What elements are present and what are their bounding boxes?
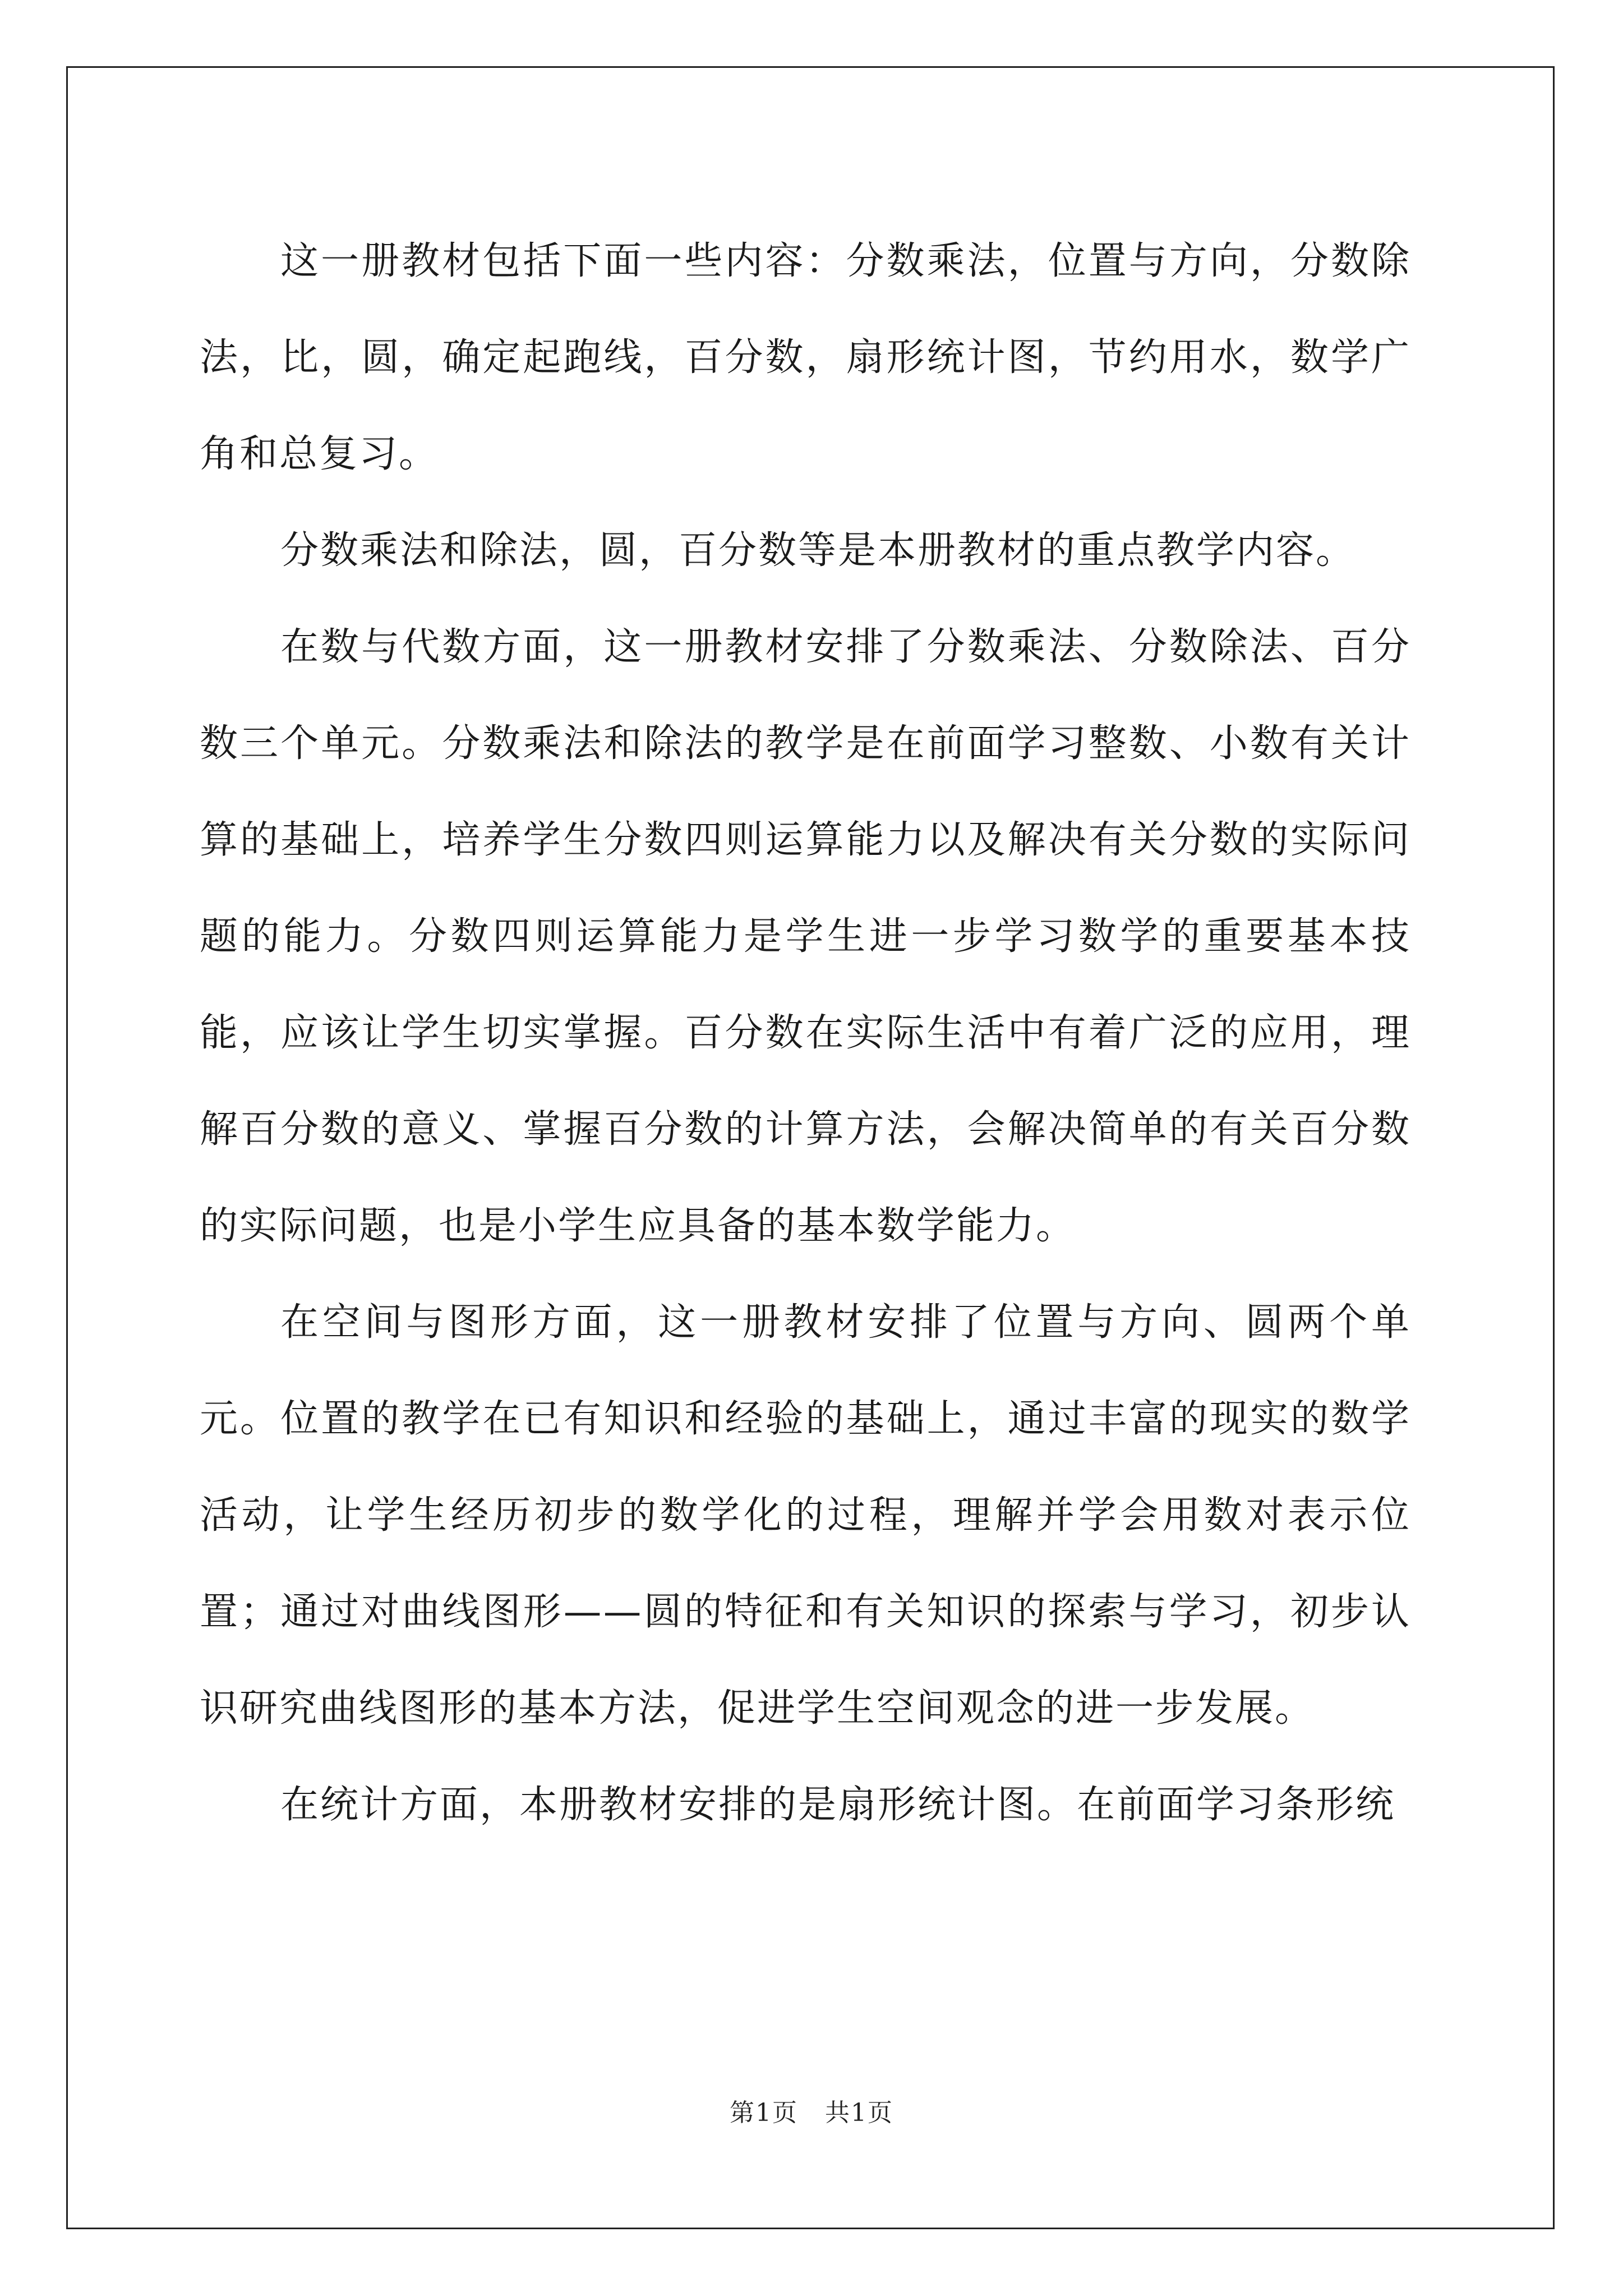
page-number-total: 共1页	[825, 2099, 893, 2127]
page-footer	[0, 2092, 1623, 2128]
paragraph-5: 在统计方面，本册教材安排的是扇形统计图。在前面学习条形统	[280, 1783, 1396, 1827]
paragraph-3: 在数与代数方面，这一册教材安排了分数乘法、分数除法、百分数三个单元。分数乘法和除法的教学是在前面学习整数、小数有关计算的基础上，培养学生分数四则运算能力以及解决有关分数的实际问题的能力。分数四则运算能力是学生进一步学习数学的重要基本技能，应该让学生切实掌握。百分数在实际生活中有着广泛的应用，理解百分数的意义、掌握百分数的计算方法，会解决简单的有关百分数的实际问题，也是小学生应具备的基本数学能力。	[200, 625, 1411, 1248]
document-body	[200, 213, 1411, 1853]
paragraph-1: 这一册教材包括下面一些内容：分数乘法，位置与方向，分数除法，比，圆，确定起跑线，百分数，扇形统计图，节约用水，数学广角和总复习。	[200, 239, 1411, 476]
paragraph-2: 分数乘法和除法，圆，百分数等是本册教材的重点教学内容。	[280, 528, 1356, 573]
page-number-current: 第1页	[730, 2099, 798, 2127]
paragraph-4: 在空间与图形方面，这一册教材安排了位置与方向、圆两个单元。位置的教学在已有知识和经验的基础上，通过丰富的现实的数学活动，让学生经历初步的数学化的过程，理解并学会用数对表示位置；通过对曲线图形——圆的特征和有关知识的探索与学习，初步认识研究曲线图形的基本方法，促进学生空间观念的进一步发展。	[200, 1300, 1411, 1731]
